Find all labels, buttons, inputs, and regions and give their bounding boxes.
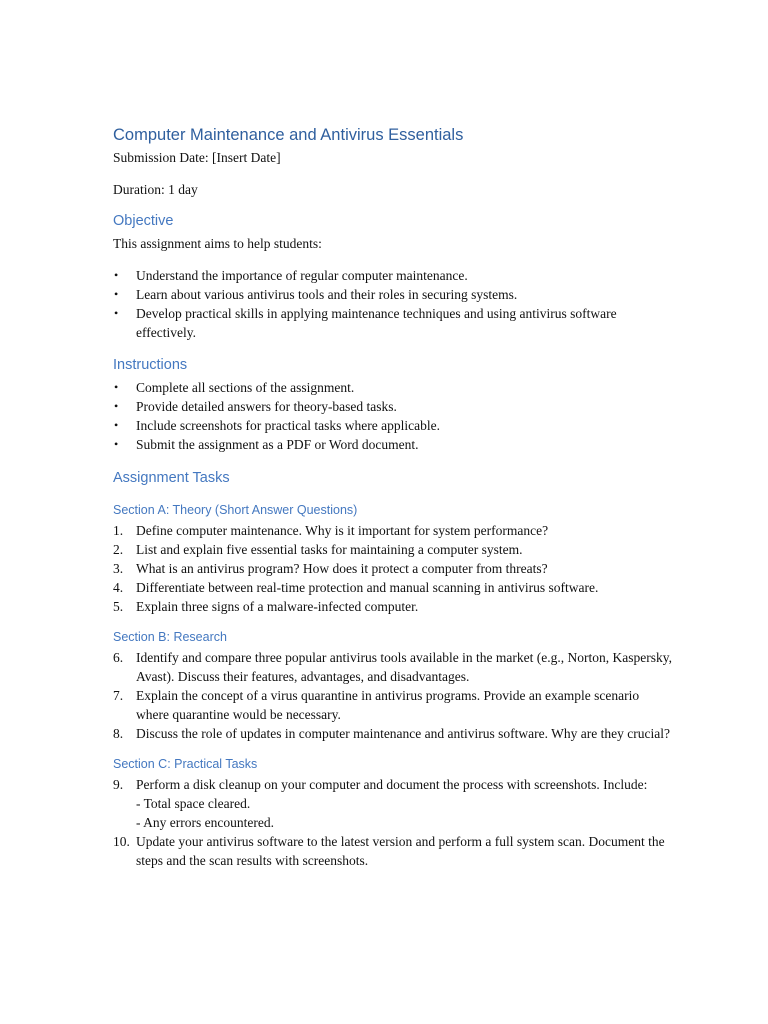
submission-date: Submission Date: [Insert Date] (113, 150, 281, 165)
objective-heading: Objective (113, 213, 174, 229)
list-item-text: Provide detailed answers for theory-based tasks. (136, 399, 397, 414)
list-item (113, 435, 673, 454)
list-item-text: Explain three signs of a malware-infected computer. (136, 599, 419, 614)
list-item (113, 578, 673, 597)
section-c-heading: Section C: Practical Tasks (113, 757, 258, 771)
list-item-text: Explain the concept of a virus quarantine in antivirus programs. Provide an example scenario where quarantine would be necessary. (136, 688, 640, 722)
list-item-text: Discuss the role of updates in computer maintenance and antivirus software. Why are they crucial? (136, 726, 670, 741)
list-item-text: Include screenshots for practical tasks where applicable. (136, 418, 440, 433)
list-item-text: List and explain five essential tasks for maintaining a computer system. (136, 542, 523, 557)
list-item-text: Perform a disk cleanup on your computer and document the process with screenshots. Include: (136, 777, 648, 792)
list-item (113, 775, 673, 832)
section-c-list (113, 775, 673, 870)
item-number: 8. (113, 726, 124, 741)
bullet-icon: • (114, 437, 119, 451)
item-number: 9. (113, 777, 124, 792)
bullet-icon: • (114, 268, 119, 282)
list-item (113, 304, 673, 342)
item-number: 10. (113, 834, 130, 849)
list-item-text: Understand the importance of regular computer maintenance. (136, 268, 468, 283)
item-number: 6. (113, 650, 124, 665)
document-page (113, 124, 673, 870)
list-item (113, 597, 673, 616)
duration: Duration: 1 day (113, 182, 198, 197)
item-number: 1. (113, 523, 124, 538)
bullet-icon: • (114, 287, 119, 301)
instructions-heading: Instructions (113, 357, 188, 373)
section-a-list (113, 521, 673, 616)
list-item (113, 559, 673, 578)
list-item-text: What is an antivirus program? How does it protect a computer from threats? (136, 561, 548, 576)
tasks-heading: Assignment Tasks (113, 470, 230, 486)
list-item (113, 832, 673, 870)
item-number: 4. (113, 580, 124, 595)
list-item (113, 378, 673, 397)
list-item-text: Update your antivirus software to the latest version and perform a full system scan. Document the steps and the scan results with screenshots. (136, 834, 665, 868)
bullet-icon: • (114, 380, 119, 394)
item-number: 2. (113, 542, 124, 557)
list-item (113, 266, 673, 285)
item-number: 5. (113, 599, 124, 614)
bullet-icon: • (114, 399, 119, 413)
list-item-text: Define computer maintenance. Why is it important for system performance? (136, 523, 549, 538)
list-item (113, 397, 673, 416)
list-item (113, 285, 673, 304)
instructions-list (113, 378, 673, 454)
list-item-text: Develop practical skills in applying maintenance techniques and using antivirus software effectively. (136, 306, 617, 340)
list-item-text: Identify and compare three popular antivirus tools available in the market (e.g., Norton, Kaspersky, Avast). Discuss their features, advantages, and disadvantages. (136, 650, 672, 684)
list-item (113, 724, 673, 743)
bullet-icon: • (114, 306, 119, 320)
list-item (113, 648, 673, 686)
item-number: 7. (113, 688, 124, 703)
list-item (113, 686, 673, 724)
list-item-text: Submit the assignment as a PDF or Word document. (136, 437, 419, 452)
sub-item-text: - Total space cleared. (136, 796, 251, 811)
section-a-heading: Section A: Theory (Short Answer Questions) (113, 503, 358, 517)
document-title: Computer Maintenance and Antivirus Essentials (113, 126, 464, 144)
list-item (113, 521, 673, 540)
sub-item-text: - Any errors encountered. (136, 815, 274, 830)
bullet-icon: • (114, 418, 119, 432)
list-item-text: Learn about various antivirus tools and their roles in securing systems. (136, 287, 518, 302)
item-number: 3. (113, 561, 124, 576)
list-item-text: Complete all sections of the assignment. (136, 380, 355, 395)
section-b-heading: Section B: Research (113, 630, 227, 644)
section-b-list (113, 648, 673, 743)
list-item (113, 540, 673, 559)
objective-list (113, 266, 673, 342)
objective-intro: This assignment aims to help students: (113, 236, 322, 251)
list-item (113, 416, 673, 435)
list-item-text: Differentiate between real-time protection and manual scanning in antivirus software. (136, 580, 599, 595)
